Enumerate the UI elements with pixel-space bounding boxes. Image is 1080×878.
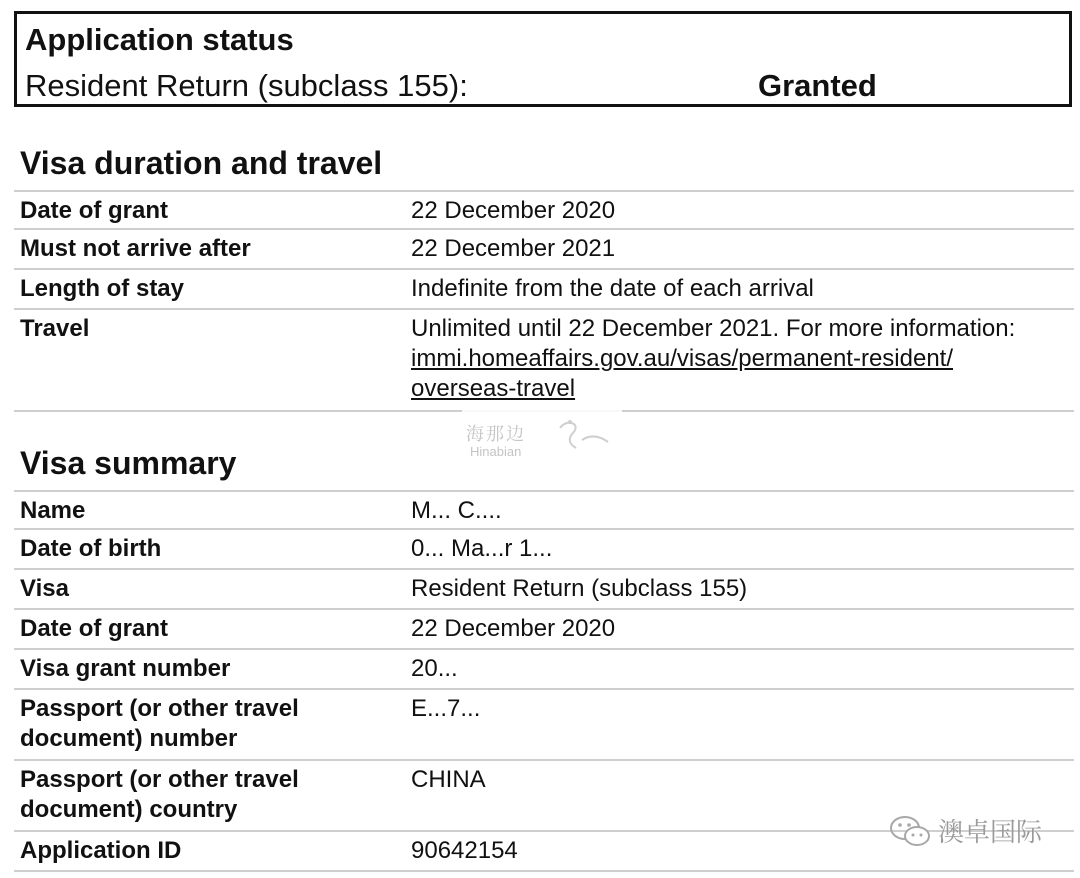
row-label: Visa grant number <box>20 655 231 682</box>
row-value: 22 December 2021 <box>411 235 616 262</box>
visa-duration-table <box>14 190 1074 412</box>
row-label: Visa <box>20 575 69 602</box>
row-value: Resident Return (subclass 155) <box>411 575 748 602</box>
hinabian-watermark-cn: 海那边 <box>466 424 526 444</box>
row-value: Indefinite from the date of each arrival <box>411 275 814 302</box>
visa-status-value: Granted <box>758 68 877 103</box>
row-value <box>411 314 1071 404</box>
row-value-redacted: E...7... <box>411 695 481 722</box>
application-status-box <box>14 11 1072 107</box>
section-title-visa-duration: Visa duration and travel <box>20 145 383 181</box>
row-value-redacted: 0... Ma...r 1... <box>411 535 553 562</box>
row-label: Length of stay <box>20 275 185 302</box>
travel-info-text: Unlimited until 22 December 2021. For more information: <box>411 315 1016 342</box>
table-row <box>14 530 1074 570</box>
row-label: Date of grant <box>20 197 169 224</box>
row-label: Name <box>20 497 86 524</box>
row-label: Must not arrive after <box>20 235 251 262</box>
row-label: Passport (or other travel document) number <box>20 695 299 752</box>
section-title-visa-summary: Visa summary <box>20 445 237 481</box>
table-row <box>14 490 1074 530</box>
table-row <box>14 650 1074 690</box>
table-row <box>14 570 1074 610</box>
hinabian-logo-icon <box>552 414 612 454</box>
row-value: 22 December 2020 <box>411 197 616 224</box>
row-label: Date of grant <box>20 615 169 642</box>
row-label: Application ID <box>20 837 182 864</box>
row-value-redacted: 20... <box>411 655 458 682</box>
table-row <box>14 310 1074 412</box>
wechat-watermark-text: 澳卓国际 <box>938 818 1043 848</box>
table-row <box>14 230 1074 270</box>
overseas-travel-link[interactable] <box>411 345 953 402</box>
row-value: 90642154 <box>411 837 518 864</box>
row-value: CHINA <box>411 766 486 793</box>
link-line-1[interactable]: immi.homeaffairs.gov.au/visas/permanent-resident/ <box>411 345 954 372</box>
table-row <box>14 270 1074 310</box>
wechat-icon <box>888 813 932 849</box>
link-line-2[interactable]: overseas-travel <box>411 375 576 402</box>
wechat-watermark <box>888 812 1042 849</box>
hinabian-watermark-en: Hinabian <box>470 444 522 459</box>
row-value: 22 December 2020 <box>411 615 616 642</box>
row-label: Passport (or other travel document) country <box>20 766 299 823</box>
table-row <box>14 610 1074 650</box>
application-status-title: Application status <box>25 22 294 57</box>
row-label: Travel <box>20 315 90 342</box>
table-row <box>14 690 1074 761</box>
row-label: Date of birth <box>20 535 162 562</box>
visa-status-label: Resident Return (subclass 155): <box>25 68 468 103</box>
table-row <box>14 190 1074 230</box>
row-value-redacted: M... C.... <box>411 497 502 524</box>
